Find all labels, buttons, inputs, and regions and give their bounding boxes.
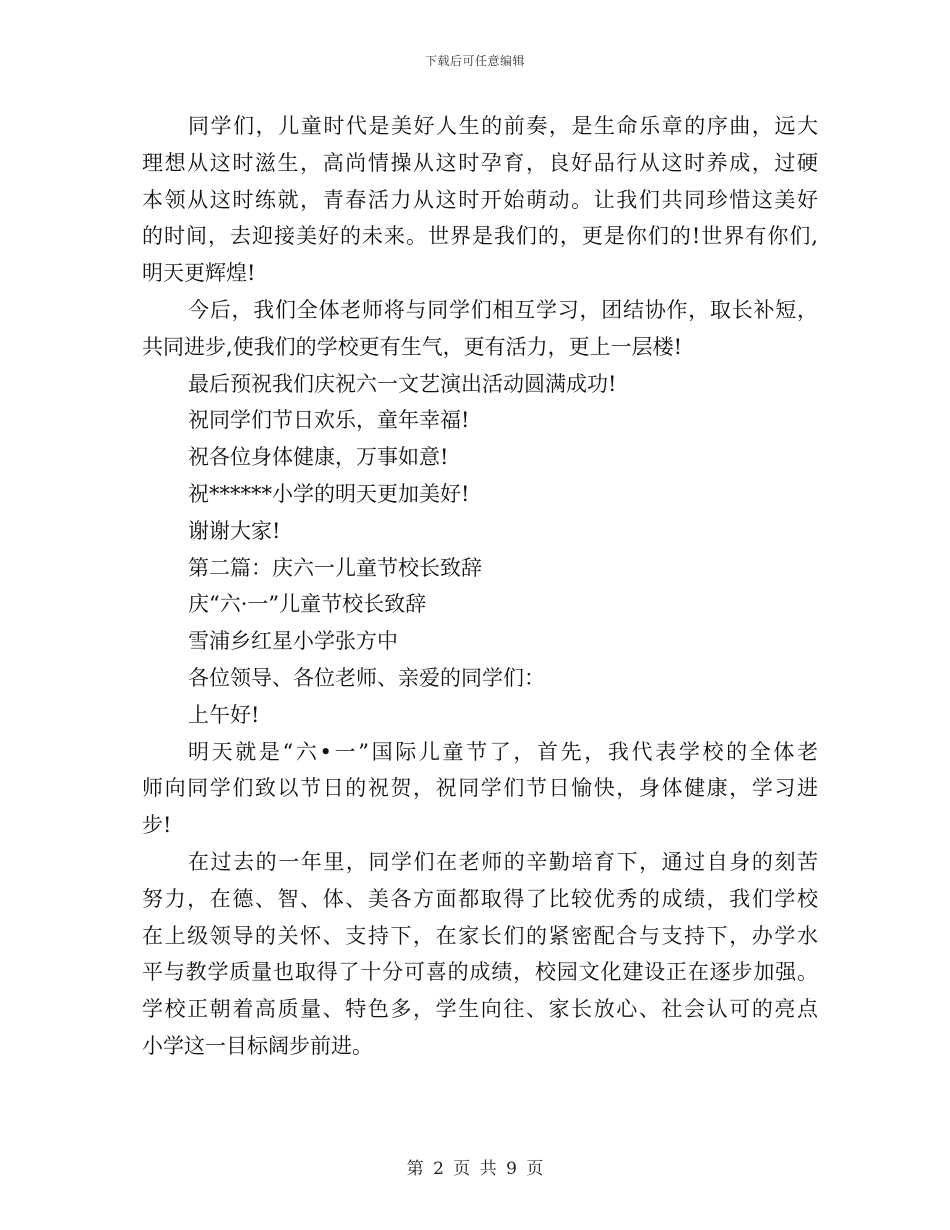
- text-line: 的时间，去迎接美好的未来。世界是我们的，更是你们的!世界有你们,: [142, 224, 818, 249]
- document-body: [142, 108, 818, 1065]
- text-line: 在上级领导的关怀、支持下，在家长们的紧密配合与支持下，办学水: [142, 923, 818, 948]
- text-line: 祝各位身体健康，万事如意!: [188, 445, 449, 470]
- text-line: 在过去的一年里，同学们在老师的辛勤培育下，通过自身的刻苦: [188, 849, 818, 874]
- text-line: 第二篇：庆六一儿童节校长致辞: [188, 555, 482, 580]
- text-line: 祝同学们节日欢乐，童年幸福!: [188, 408, 470, 433]
- page-number: 第 2 页 共 9 页: [406, 1159, 544, 1179]
- text-line: 最后预祝我们庆祝六一文艺演出活动圆满成功!: [188, 371, 617, 396]
- text-line: 努力，在德、智、体、美各方面都取得了比较优秀的成绩，我们学校: [142, 886, 818, 911]
- text-line: 小学这一目标阔步前进。: [142, 1033, 373, 1058]
- text-line: 祝******小学的明天更加美好!: [188, 481, 470, 506]
- text-line: 明天就是“六•一”国际儿童节了，首先，我代表学校的全体老: [188, 739, 818, 764]
- header-note: 下载后可任意编辑: [424, 54, 525, 68]
- text-line: 庆“六·一”儿童节校长致辞: [188, 592, 427, 617]
- text-line: 本领从这时练就，青春活力从这时开始萌动。让我们共同珍惜这美好: [142, 187, 818, 212]
- text-line: 学校正朝着高质量、特色多，学生向往、家长放心、社会认可的亮点: [142, 997, 818, 1022]
- text-line: 平与教学质量也取得了十分可喜的成绩，校园文化建设正在逐步加强。: [142, 960, 818, 985]
- text-line: 今后，我们全体老师将与同学们相互学习，团结协作，取长补短，: [188, 297, 818, 322]
- text-line: 上午好!: [188, 702, 260, 727]
- text-line: 共同进步,使我们的学校更有生气，更有活力，更上一层楼!: [142, 334, 683, 359]
- text-line: 同学们，儿童时代是美好人生的前奏，是生命乐章的序曲，远大: [188, 114, 818, 138]
- text-line: 各位领导、各位老师、亲爱的同学们：: [188, 665, 545, 690]
- text-line: 师向同学们致以节日的祝贺，祝同学们节日愉快，身体健康，学习进: [142, 776, 818, 801]
- text-line: 谢谢大家!: [188, 518, 281, 543]
- text-line: 明天更辉煌!: [142, 261, 256, 286]
- text-line: 步!: [142, 813, 172, 838]
- text-line: 雪浦乡红星小学张方中: [188, 629, 398, 654]
- text-line: 理想从这时滋生，高尚情操从这时孕育，良好品行从这时养成，过硬: [142, 150, 818, 175]
